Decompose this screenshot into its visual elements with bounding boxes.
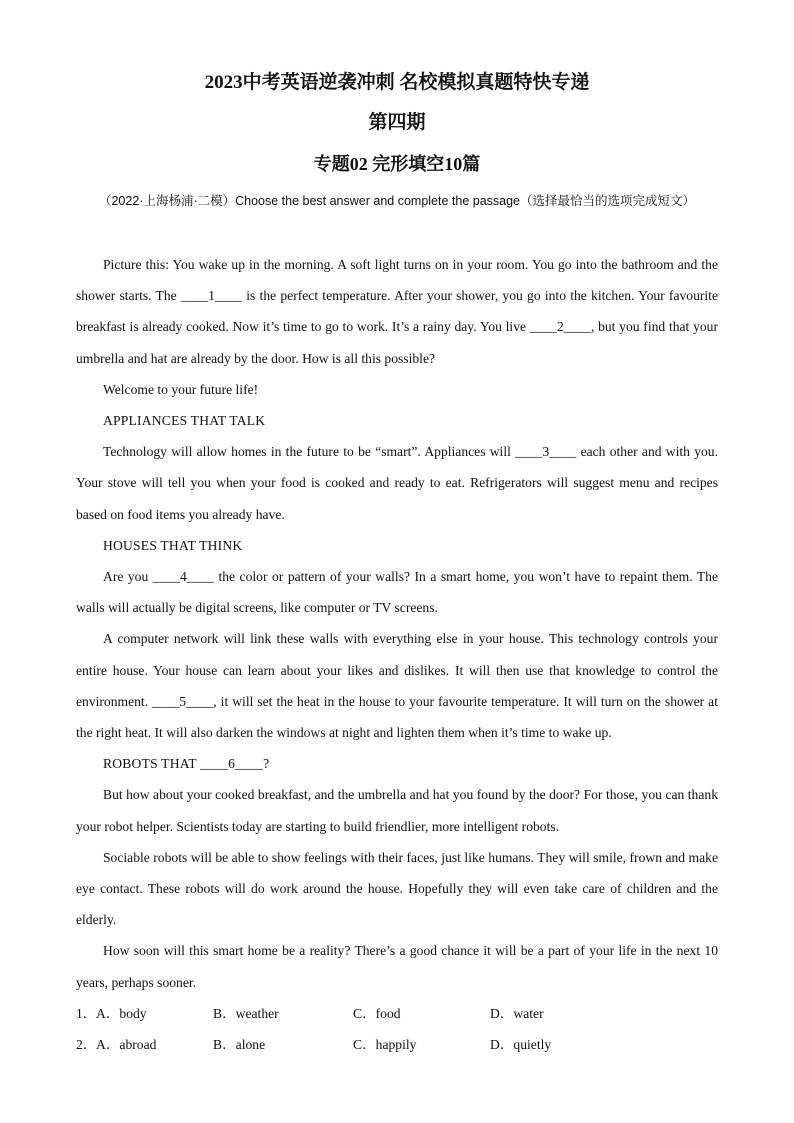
paragraph-2: Welcome to your future life!	[103, 381, 259, 397]
paragraph-5	[76, 623, 718, 748]
paragraph-4	[76, 561, 718, 623]
issue-label: 第四期	[368, 112, 426, 133]
section-heading-appliances: APPLIANCES THAT TALK	[103, 413, 266, 429]
question-2	[76, 1029, 718, 1060]
section-heading-houses: HOUSES THAT THINK	[103, 537, 243, 553]
paragraph-text: each other and with you. Your stove will tell you when your food is cooked and ready to eat. Refrigerators will suggest menu and recipes based on food items you already have.	[76, 444, 719, 522]
paragraph-text: A computer network will link these walls with everything else in your house. This technology controls your entire house. Your house can learn about your likes and dislikes. It will then use that knowledge to control the environment.	[76, 631, 718, 709]
paragraph-1	[76, 249, 718, 374]
paragraph-6: But how about your cooked breakfast, and the umbrella and hat you found by the door? For those, you can thank your robot helper. Scientists today are starting to build friendlier, more intelligent robots.	[76, 787, 718, 834]
option-a: A．body	[96, 1006, 147, 1021]
blank-6: ____6____	[200, 756, 264, 772]
option-b: B．weather	[213, 1006, 279, 1021]
question-1	[76, 998, 718, 1029]
paragraph-text: the color or pattern of your walls? In a smart home, you won’t have to repaint them. The walls will actually be digital screens, like computer or TV screens.	[76, 569, 718, 616]
option-a: A．abroad	[96, 1037, 157, 1052]
blank-5: ____5____	[152, 693, 214, 709]
paragraph-text: , but you find that your umbrella and hat are already by the door. How is all this possible?	[76, 319, 718, 366]
blank-1: ____1____	[180, 288, 243, 304]
heading-text: ?	[263, 756, 270, 772]
document-title: 2023中考英语逆袭冲刺 名校模拟真题特快专递	[204, 72, 590, 93]
blank-3: ____3____	[515, 444, 577, 460]
blank-2: ____2____	[529, 319, 591, 335]
paragraph-7: Sociable robots will be able to show feelings with their faces, just like humans. They will smile, frown and make eye contact. These robots will do work around the house. Hopefully they will even take care of children and the elderly.	[76, 849, 718, 928]
option-d: D．quietly	[490, 1037, 552, 1052]
paragraph-text: Technology will allow homes in the future to be “smart”. Appliances will	[103, 444, 516, 460]
question-number: 2．	[76, 1037, 97, 1052]
option-c: C．food	[353, 1006, 401, 1021]
topic-heading: 专题02 完形填空10篇	[313, 154, 481, 174]
blank-4: ____4____	[152, 569, 214, 585]
paragraph-3	[76, 436, 718, 530]
heading-text: ROBOTS THAT	[103, 756, 201, 772]
section-heading-robots	[76, 748, 718, 779]
option-d: D．water	[490, 1006, 544, 1021]
source-instruction: （2022·上海杨浦·二模）Choose the best answer and complete the passage（选择最恰当的选项完成短文）	[98, 194, 696, 208]
answer-options	[76, 998, 718, 1060]
paragraph-text: , it will set the heat in the house to your favourite temperature. It will turn on the shower at the right heat. It will also darken the windows at night and lighten them when it’s time to wake up.	[76, 693, 718, 741]
cloze-passage	[76, 249, 718, 998]
paragraph-text: is the perfect temperature. After your shower, you go into the kitchen. Your favourite breakfast is already cooked. Now it’s time to go to work. It’s a rainy day. You live	[76, 288, 718, 335]
question-number: 1．	[76, 1006, 97, 1021]
option-c: C．happily	[353, 1037, 417, 1052]
paragraph-text: Are you	[103, 569, 153, 585]
paragraph-8: How soon will this smart home be a reality? There’s a good chance it will be a part of your life in the next 10 years, perhaps sooner.	[76, 943, 718, 990]
paragraph-text: Picture this: You wake up in the morning. A soft light turns on in your room. You go into the bathroom and the shower starts. The	[76, 257, 718, 304]
option-b: B．alone	[213, 1037, 266, 1052]
